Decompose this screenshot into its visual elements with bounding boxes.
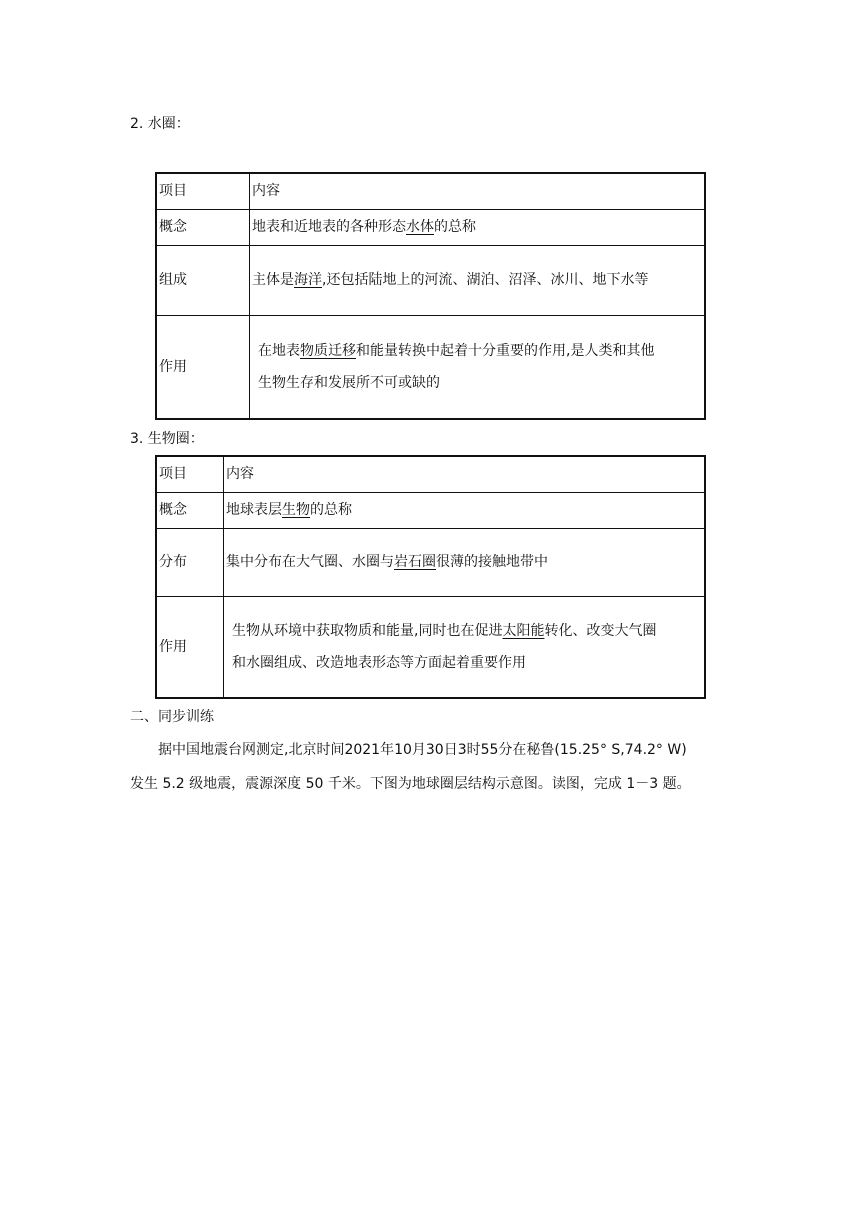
row-label: 组成 [156,245,250,315]
content-text: 主体是 [252,272,294,288]
row-content [224,528,706,596]
underlined-term: 生物 [282,502,310,518]
table-row [156,173,705,209]
practice-paragraph-line-1: 据中国地震台网测定,北京时间2021年10月30日3时55分在秘鲁(15.25° S,74.2° W) [158,742,687,758]
content-line: 生物生存和发展所不可或缺的 [258,374,440,391]
content-text: 集中分布在大气圈、水圈与 [226,554,394,570]
content-text: 在地表 [258,342,300,359]
practice-paragraph-line-2: 发生 5.2 级地震，震源深度 50 千米。下图为地球圈层结构示意图。读图，完成 1－3 题。 [130,776,691,792]
row-content [250,209,706,245]
row-label: 分布 [156,528,224,596]
row-label: 作用 [156,315,250,419]
row-content [224,596,706,698]
underlined-term: 水体 [406,219,434,235]
water-section-heading: 2. 水圈： [130,116,190,132]
content-text: 地表和近地表的各种形态 [252,219,406,235]
table-header-content: 内容 [224,456,706,492]
content-text: 的总称 [434,219,476,235]
content-text: 转化、改变大气圈 [544,622,657,639]
water-table [155,172,706,420]
table-row [156,456,705,492]
content-text: ,还包括陆地上的河流、湖泊、沼泽、冰川、地下水等 [322,272,649,288]
content-text: 很薄的接触地带中 [436,554,548,570]
underlined-term: 物质迁移 [300,342,356,359]
table-header-item: 项目 [156,173,250,209]
table-header-item: 项目 [156,456,224,492]
content-line [232,615,704,647]
underlined-term: 岩石圈 [394,554,436,570]
underlined-term: 太阳能 [502,622,545,639]
content-text: 的总称 [310,502,352,518]
table-row [156,315,705,419]
row-content [224,492,706,528]
row-content [250,315,706,419]
bio-table [155,455,706,699]
table-row [156,492,705,528]
row-content [250,245,706,315]
table-row [156,209,705,245]
content-text: 地球表层 [226,502,282,518]
practice-section-heading: 二、同步训练 [130,709,214,725]
row-label: 作用 [156,596,224,698]
content-line: 和水圈组成、改造地表形态等方面起着重要作用 [232,654,526,671]
table-row [156,528,705,596]
content-text: 生物从环境中获取物质和能量,同时也在促进 [232,622,503,639]
table-header-content: 内容 [250,173,706,209]
table-row [156,245,705,315]
underlined-term: 海洋 [294,272,322,288]
content-line [258,335,704,367]
row-label: 概念 [156,492,224,528]
row-label: 概念 [156,209,250,245]
bio-section-heading: 3. 生物圈： [130,431,204,447]
content-text: 和能量转换中起着十分重要的作用,是人类和其他 [356,342,655,359]
table-row [156,596,705,698]
